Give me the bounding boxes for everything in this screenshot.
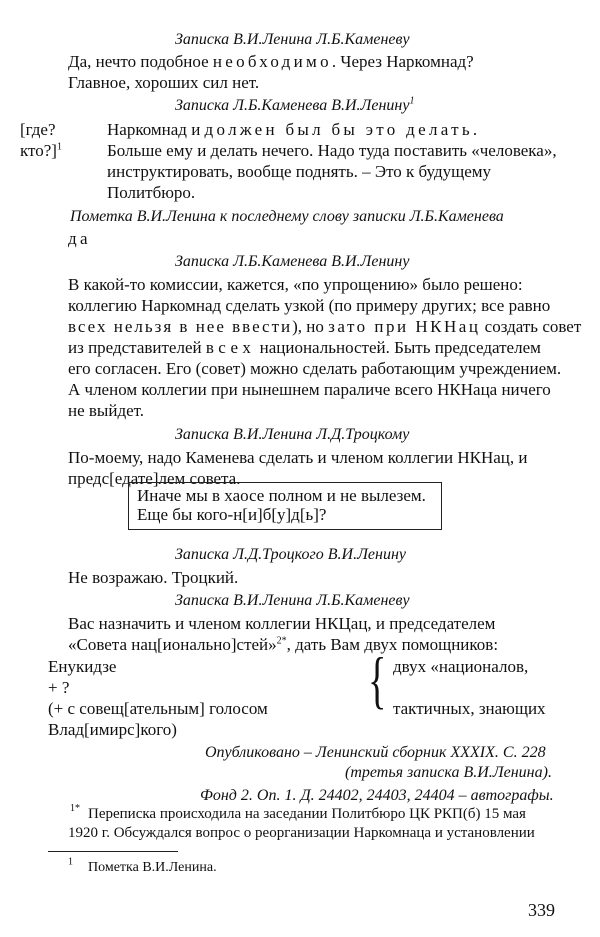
source-line2: (третья записка В.И.Ленина).	[345, 764, 552, 781]
source-line1: Опубликовано – Ленинский сборник XXXIX. С. 228	[205, 744, 546, 761]
helper-left-3: (+ с совещ[ательным] голосом	[48, 699, 268, 718]
note1-line2: Главное, хороших сил нет.	[68, 73, 260, 92]
box-line2: Еще бы кого-н[и]б[у]д[ь]?	[137, 505, 327, 524]
mark-heading: Пометка В.И.Ленина к последнему слову записки Л.Б.Каменева	[70, 208, 504, 225]
note2-line4: Политбюро.	[107, 183, 196, 202]
footnote-line2: 1920 г. Обсуждался вопрос о реорганизации Наркомнаца и установлении	[68, 825, 535, 841]
note4-line1: По-моему, надо Каменева сделать и членом коллегии НКНац, и	[68, 448, 528, 467]
helper-left-1: Енукидзе	[48, 657, 117, 676]
small-footnote-text: Пометка В.И.Ленина.	[88, 860, 217, 875]
note3-line3: всех нельзя в нее ввести), но зато при НКНац создать совет	[68, 317, 582, 336]
note3-line2: коллегию Наркомнад сделать узкой (по примеру других; все равно	[68, 296, 551, 315]
curly-brace: {	[368, 644, 387, 715]
footnote-line1: Переписка происходила на заседании Политбюро ЦК РКП(б) 15 мая	[88, 806, 526, 822]
note2-line2: Больше ему и делать нечего. Надо туда поставить «человека»,	[107, 141, 557, 160]
note4-heading: Записка В.И.Ленина Л.Д.Троцкому	[175, 426, 410, 443]
footnote-rule	[48, 851, 178, 852]
note3-line4: из представителей всех национальностей. Быть председателем	[68, 338, 541, 357]
footnote-marker: 1*	[70, 803, 80, 814]
note4-line2: предс[едате]лем совета.	[68, 469, 241, 488]
note5-line1: Не возражаю. Троцкий.	[68, 568, 239, 587]
note6-heading: Записка В.И.Ленина Л.Б.Каменеву	[175, 592, 410, 609]
box-line1: Иначе мы в хаосе полном и не вылезем.	[137, 486, 426, 505]
note3-heading: Записка Л.Б.Каменева В.И.Ленину	[175, 253, 410, 270]
note3-line6: А членом коллегии при нынешнем параличе всего НКНаца ничего	[68, 380, 551, 399]
helper-left-4: Влад[имирс]кого)	[48, 720, 177, 739]
note3-line5: его согласен. Его (совет) можно сделать работающим учреждением.	[68, 359, 562, 378]
note2-line1: Наркомнад и должен был бы это делать.	[107, 120, 478, 139]
note2-heading: Записка Л.Б.Каменева В.И.Ленину$^1$	[175, 95, 415, 114]
source-line3: Фонд 2. Оп. 1. Д. 24402, 24403, 24404 – автографы.	[200, 787, 554, 804]
note2-margin-1: [где?	[20, 120, 56, 139]
page-number: 339	[528, 900, 555, 920]
note6-line2: «Совета нац[ионально]стей»$^{2*}$, дать Вам двух помощников:	[68, 635, 499, 654]
note2-line3: инструктировать, вообще поднять. – Это к будущему	[107, 162, 492, 181]
note1-heading: Записка В.И.Ленина Л.Б.Каменеву	[175, 31, 410, 48]
mark-text: да	[68, 229, 91, 248]
helper-right-1: двух «националов,	[393, 657, 529, 676]
helper-right-2: тактичных, знающих	[393, 699, 546, 718]
note5-heading: Записка Л.Д.Троцкого В.И.Ленину	[175, 546, 406, 563]
note3-line1: В какой-то комиссии, кажется, «по упрощению» было решено:	[68, 275, 523, 294]
note3-line7: не выйдет.	[68, 401, 145, 420]
note1-line1: Да, нечто подобное необходимо. Через Наркомнад?	[68, 52, 474, 71]
helper-left-2: + ?	[48, 678, 70, 697]
small-footnote-marker: 1	[68, 856, 73, 868]
note2-margin-2: кто?]$^1$	[20, 141, 62, 160]
note6-line1: Вас назначить и членом коллегии НКЦац, и председателем	[68, 614, 496, 633]
